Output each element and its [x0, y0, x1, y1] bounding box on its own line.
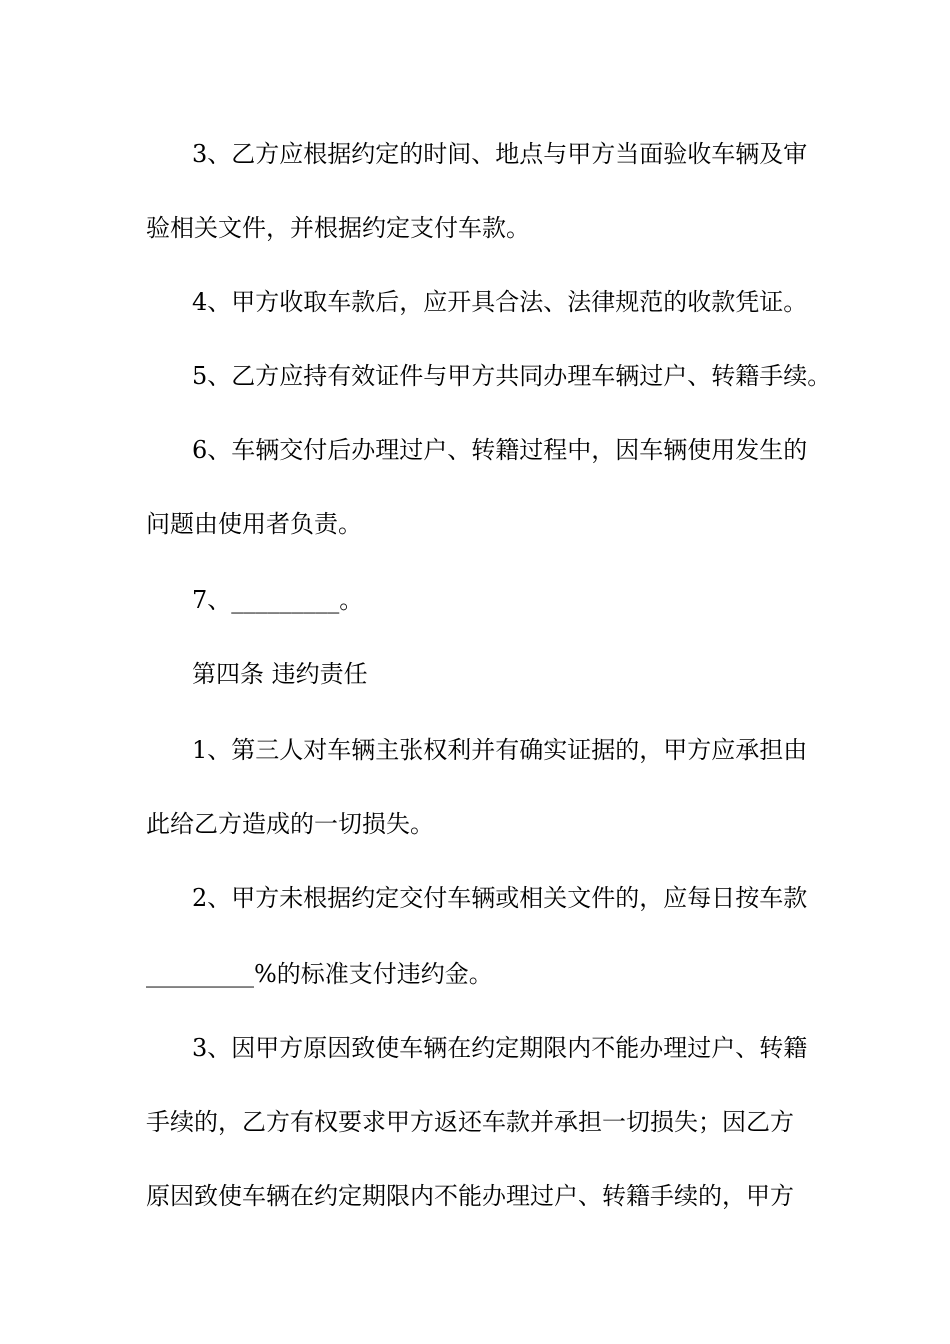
- clause-6-line-1: 6、车辆交付后办理过户、转籍过程中，因车辆使用发生的: [192, 436, 808, 464]
- clause-6-line-2: 问题由使用者负责。: [146, 510, 362, 538]
- clause-3-line-1: 3、乙方应根据约定的时间、地点与甲方当面验收车辆及审: [192, 140, 808, 168]
- clause-5-line: 5、乙方应持有效证件与甲方共同办理车辆过户、转籍手续。: [192, 362, 832, 390]
- liability-2-line-2: _________%的标准支付违约金。: [146, 960, 493, 988]
- clause-4-line: 4、甲方收取车款后，应开具合法、法律规范的收款凭证。: [192, 288, 808, 316]
- liability-2-line-1: 2、甲方未根据约定交付车辆或相关文件的，应每日按车款: [192, 884, 808, 912]
- liability-3-line-3: 原因致使车辆在约定期限内不能办理过户、转籍手续的，甲方: [146, 1182, 794, 1210]
- clause-3-line-2: 验相关文件，并根据约定支付车款。: [146, 214, 530, 242]
- liability-3-line-2: 手续的，乙方有权要求甲方返还车款并承担一切损失；因乙方: [146, 1108, 794, 1136]
- liability-1-line-1: 1、第三人对车辆主张权利并有确实证据的，甲方应承担由: [192, 736, 808, 764]
- clause-7-line: 7、_________。: [192, 586, 364, 614]
- liability-3-line-1: 3、因甲方原因致使车辆在约定期限内不能办理过户、转籍: [192, 1034, 808, 1062]
- article-4-heading: 第四条 违约责任: [192, 660, 368, 688]
- liability-1-line-2: 此给乙方造成的一切损失。: [146, 810, 434, 838]
